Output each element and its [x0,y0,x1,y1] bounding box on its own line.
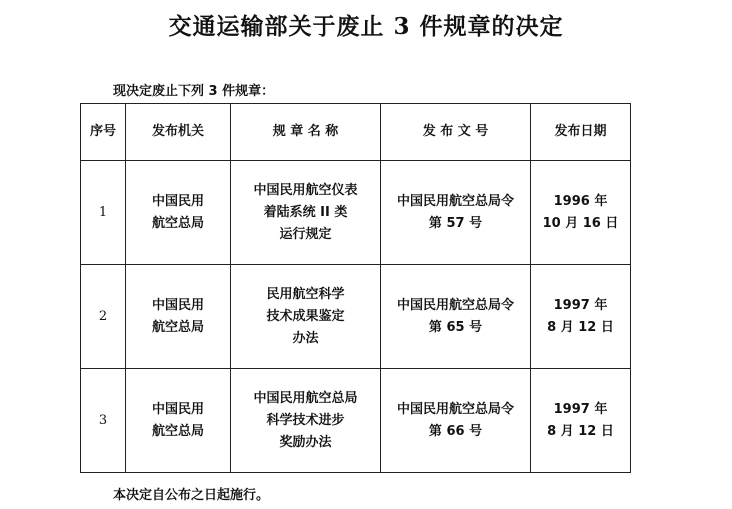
header-authority: 发布机关 [126,104,231,161]
regulations-table [80,103,631,473]
authority-line: 航空总局 [151,423,204,439]
header-name: 规 章 名 称 [231,104,381,161]
doc-no-line: 第 57 号 [428,215,483,231]
name-line: 中国民用航空总局 [253,390,358,406]
row-authority [126,161,231,265]
row-authority [126,369,231,473]
name-line: 运行规定 [279,226,332,242]
name-line: 奖励办法 [279,434,332,450]
row-no: 1 [81,161,126,265]
name-line: 着陆系统 II 类 [263,204,348,220]
authority-line: 航空总局 [151,319,204,335]
date-line: 8 月 12 日 [547,319,614,335]
row-doc-no [381,369,531,473]
row-no: 2 [81,265,126,369]
name-line: 民用航空科学 [266,286,345,302]
header-doc-no: 发 布 文 号 [381,104,531,161]
date-line: 1997 年 [553,401,608,417]
intro-text: 现决定废止下列 3 件规章： [113,84,275,99]
table-row [81,161,631,265]
name-line: 中国民用航空仪表 [253,182,358,198]
header-date: 发布日期 [531,104,631,161]
table-row [81,369,631,473]
header-no: 序号 [81,104,126,161]
authority-line: 中国民用 [151,297,204,313]
authority-line: 中国民用 [151,401,204,417]
doc-no-line: 中国民用航空总局令 [396,193,514,209]
closing-text: 本决定自公布之日起施行。 [113,488,270,503]
name-line: 办法 [292,330,319,346]
date-line: 1997 年 [553,297,608,313]
doc-no-line: 第 66 号 [428,423,483,439]
row-name [231,161,381,265]
row-name [231,369,381,473]
row-doc-no [381,265,531,369]
row-date [531,265,631,369]
date-line: 1996 年 [553,193,608,209]
doc-no-line: 第 65 号 [428,319,483,335]
row-authority [126,265,231,369]
name-line: 科学技术进步 [266,412,345,428]
row-date [531,369,631,473]
date-line: 8 月 12 日 [547,423,614,439]
doc-no-line: 中国民用航空总局令 [396,297,514,313]
authority-line: 中国民用 [151,193,204,209]
row-date [531,161,631,265]
doc-no-line: 中国民用航空总局令 [396,401,514,417]
table-header-row [81,104,631,161]
row-no: 3 [81,369,126,473]
authority-line: 航空总局 [151,215,204,231]
row-name [231,265,381,369]
date-line: 10 月 16 日 [542,215,619,231]
row-doc-no [381,161,531,265]
document-title: 交通运输部关于废止 3 件规章的决定 [168,13,564,40]
name-line: 技术成果鉴定 [266,308,345,324]
table-row [81,265,631,369]
